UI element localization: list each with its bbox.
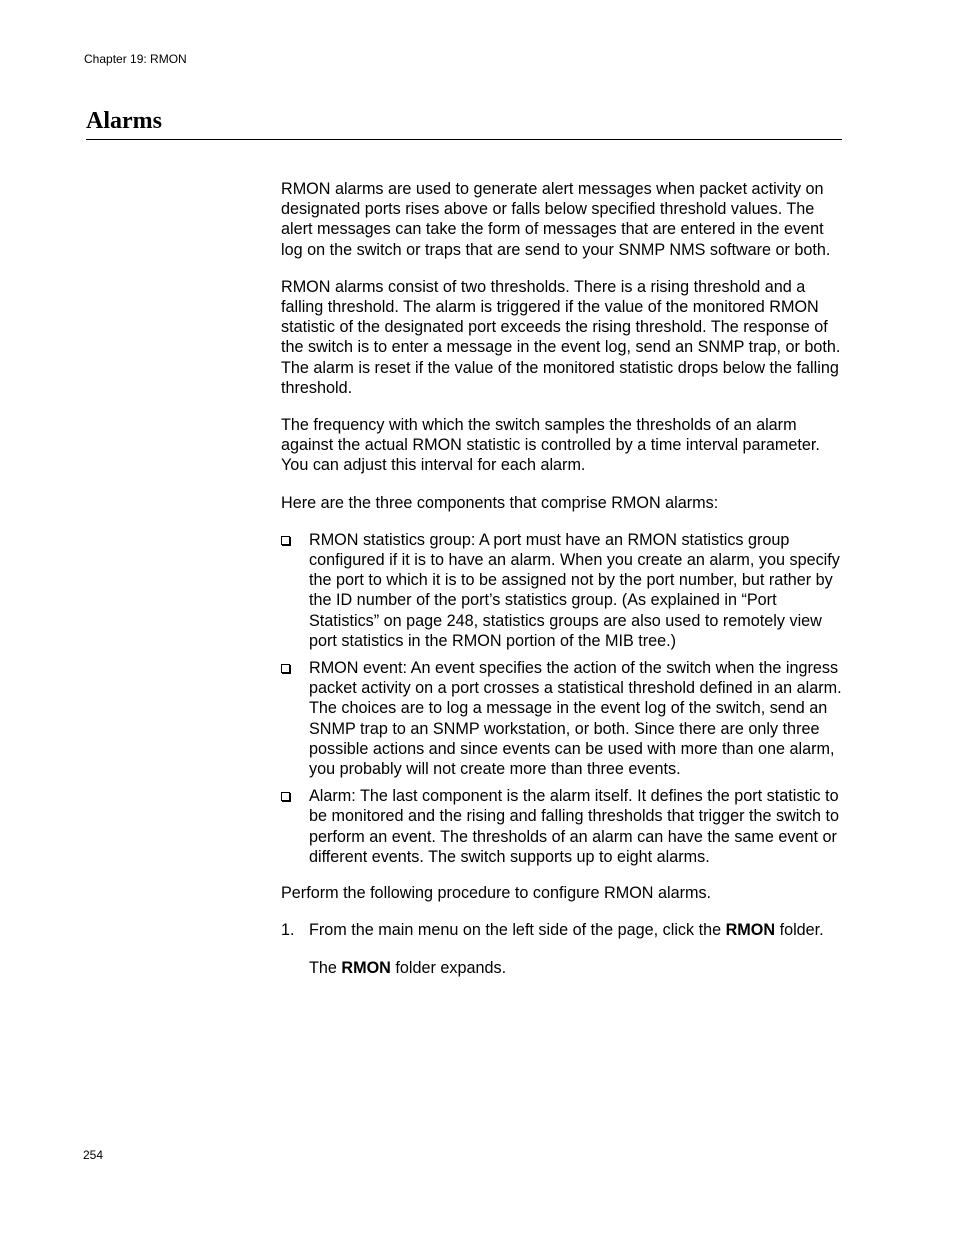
procedure-steps — [281, 920, 843, 977]
list-item — [281, 658, 843, 779]
procedure-step — [281, 920, 843, 977]
thresholds-paragraph: RMON alarms consist of two thresholds. There is a rising threshold and a falling threshold. The alarm is triggered if the value of the monitored RMON statistic of the designated port exceeds the rising threshold. The response of the switch is to enter a message in the event log, send an SNMP trap, or both. The alarm is reset if the value of the monitored statistic drops below the falling threshold. — [281, 277, 841, 397]
components-list — [281, 530, 843, 867]
running-header: Chapter 19: RMON — [84, 52, 187, 66]
checkbox-bullet-icon — [281, 664, 290, 673]
title-rule — [86, 139, 842, 140]
checkbox-bullet-icon — [281, 536, 290, 545]
step-text-before: From the main menu on the left side of the page, click the — [309, 921, 726, 940]
list-item-text: Alarm: The last component is the alarm itself. It defines the port statistic to be monitored and the rising and falling thresholds that trigger the switch to perform an event. The thresholds of an alarm can have the same event or different events. The switch supports up to eight alarms. — [309, 787, 839, 866]
section-title: Alarms — [86, 108, 162, 134]
list-item-text: RMON statistics group: A port must have an RMON statistics group configured if it is to have an alarm. When you create an alarm, you specify the port to which it is to be assigned not by the port number, but rather by the ID number of the port’s statistics group. (As explained in “Port Statistics” on page 248, statistics groups are also used to remotely view port statistics in the RMON portion of the MIB tree.) — [309, 530, 840, 650]
step-result-after: folder expands. — [390, 958, 507, 977]
step-text — [309, 920, 843, 940]
step-result — [309, 958, 843, 978]
procedure-intro: Perform the following procedure to configure RMON alarms. — [281, 884, 712, 903]
page-number: 254 — [83, 1148, 104, 1162]
intro-paragraph: RMON alarms are used to generate alert messages when packet activity on designated ports rises above or falls below specified threshold values. The alert messages can take the form of messages that are entered in the event log on the switch or traps that are send to your SNMP NMS software or both. — [281, 180, 831, 259]
frequency-paragraph: The frequency with which the switch samples the thresholds of an alarm against the actual RMON statistic is controlled by a time interval parameter. You can adjust this interval for each alarm. — [281, 416, 820, 475]
step-text-after: folder. — [775, 921, 824, 940]
list-item-text: RMON event: An event specifies the action of the switch when the ingress packet activity on a port crosses a statistical threshold defined in an alarm. The choices are to log a message in the event log of the switch, send an SNMP trap to an SNMP workstation, or both. Since there are only three possible actions and since events can be used with more than one alarm, you probably will not create more than three events. — [309, 659, 842, 779]
step-result-folder-name: RMON — [341, 958, 391, 977]
list-item — [281, 786, 843, 867]
body-text — [281, 179, 843, 995]
list-item — [281, 530, 843, 651]
checkbox-bullet-icon — [281, 792, 290, 801]
step-folder-name: RMON — [725, 921, 776, 940]
step-number: 1. — [281, 921, 295, 940]
components-intro-paragraph: Here are the three components that comprise RMON alarms: — [281, 493, 719, 512]
step-result-before: The — [309, 958, 342, 977]
